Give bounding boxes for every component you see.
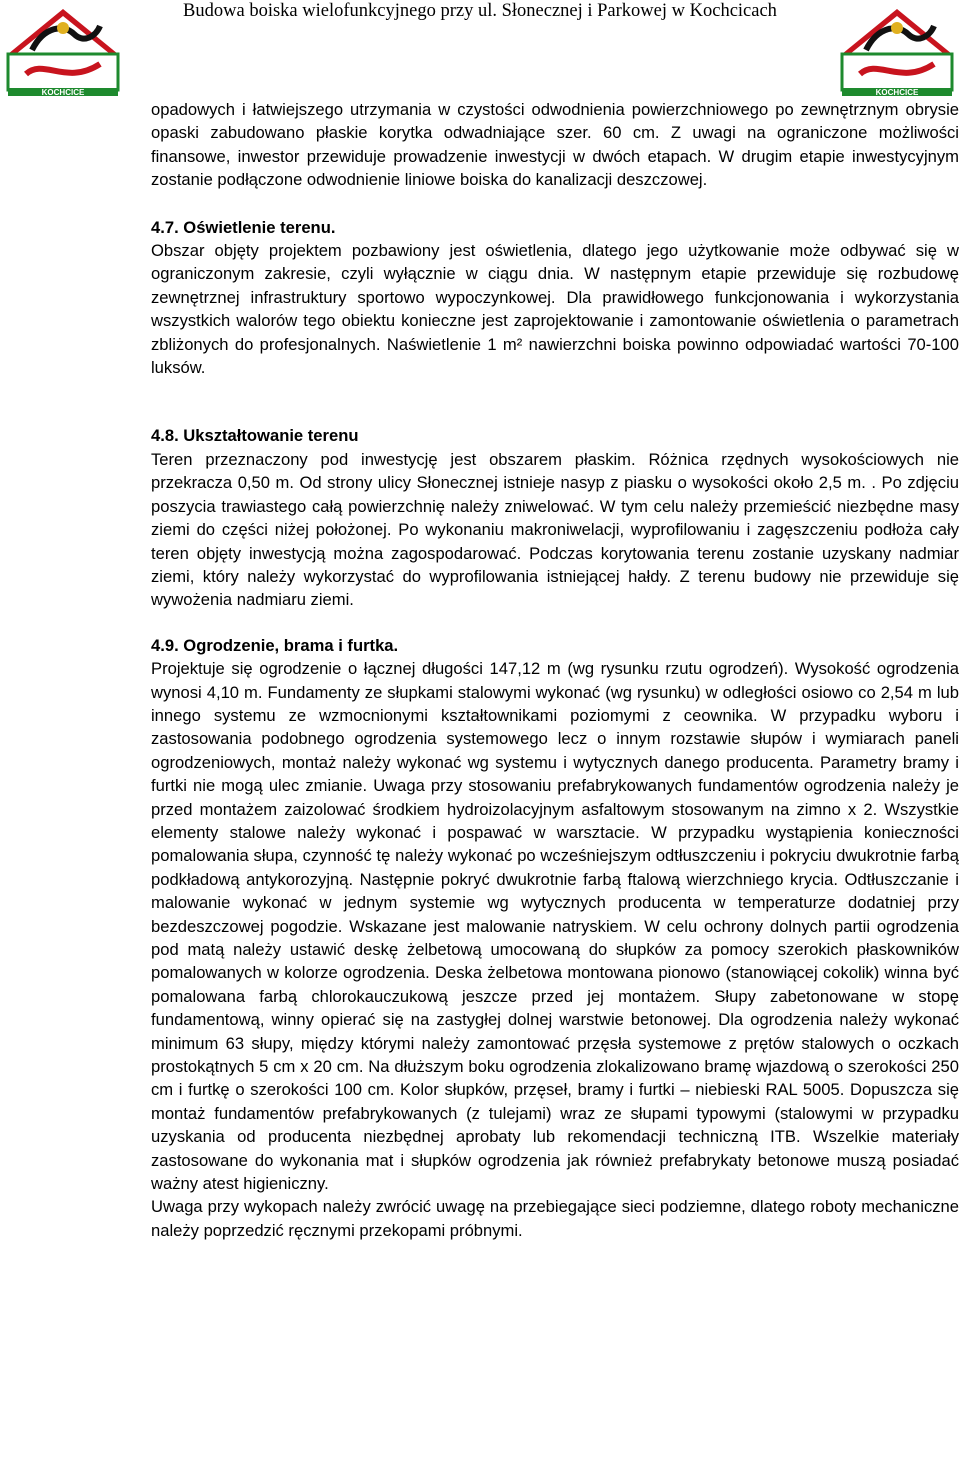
paragraph-4-7: Obszar objęty projektem pozbawiony jest oświetlenia, dlatego jego użytkowanie może odbywać się w ograniczonym zakresie, czyli wyłącznie w ciągu dnia. W następnym etapie przewiduje się rozbudowę zewnętrznej infrastruktury sportowo wypoczynkowej. Dla prawidłowego funkcjonowania i wykorzystania wszystkich walorów tego obiektu konieczne jest zaprojektowanie i zamontowanie oświetlenia o parametrach zbliżonych do profesjonalnych. Naświetlenie 1 m² nawierzchni boiska powinno odpowiadać wartości 70-100 luksów. xyxy=(151,241,959,378)
document-title: Budowa boiska wielofunkcyjnego przy ul. Słonecznej i Parkowej w Kochcicach xyxy=(183,1,777,21)
heading-4-8: 4.8. Ukształtowanie terenu xyxy=(151,426,359,446)
paragraph-4-9: Projektuje się ogrodzenie o łącznej długości 147,12 m (wg rysunku rzutu ogrodzeń). Wysokość ogrodzenia wynosi 4,10 m. Fundamenty ze słupkami stalowymi wykonać (wg rysunku) w odległości osiowo co 2,54 m lub innego systemu ze wzmocnionymi kształtownikami poziomymi z ceownika. W przypadku wyboru i zastosowania podobnego ogrodzenia systemowego lecz o innym rozstawie słupów i wymiarach paneli ogrodzeniowych, montaż należy wykonać wg systemu i wytycznych danego producenta. Parametry bramy i furtki nie mogą ulec zmianie. Uwaga przy stosowaniu prefabrykowanych fundamentów ogrodzenia należy je przed montażem zaizolować środkiem hydroizolacyjnym asfaltowym stosowanym na zimno x 2. Wszystkie elementy stalowe należy wykonać i pospawać w warsztacie. W przypadku wystąpienia konieczności pomalowania słupa, czynność tę należy wykonać po wcześniejszym odtłuszczeniu i pokryciu dwukrotnie farbą podkładową antykorozyjną. Następnie pokryć dwukrotnie farbą ftalową wierzchniego krycia. Odtłuszczanie i malowanie wykonać w jednym systemie wg wytycznych producenta w temperaturze dodatniej przy bezdeszczowej pogodzie. Wskazane jest malowanie natryskiem. W celu ochrony dolnych partii ogrodzenia pod matą należy ustawić deskę żelbetową umocowaną do słupków za pomocy szerokich płaskowników pomalowanych w kolorze ogrodzenia. Deska żelbetowa montowana pionowo (stanowiącej cokolik) winna być pomalowana farbą chlorokauczukową jeszcze przed jej montażem. Słupy zabetonowane w stopę fundamentową, winny opierać się na zastygłej dolnej warstwie betonowej. Dla ogrodzenia należy wykonać minimum 63 słupy, między którymi należy zamontować przęsła systemowe z prętów stalowych o oczkach prostokątnych 5 cm x 20 cm. Na dłuższym boku ogrodzenia zlokalizowano bramę wjazdową o szerokości 250 cm i furtkę o szerokości 100 cm. Kolor słupków, przęseł, bramy i furtki – niebieski RAL 5005. Dopuszcza się montaż fundamentów prefabrykowanych (z tulejami) wraz ze słupami typowymi (stalowymi w przypadku uzyskania od producenta niezbędnej aprobaty lub rekomendacji techniczną ITB. Wszelkie materiały zastosowane do wykonania mat i słupków ogrodzenia jak również prefabrykaty betonowe muszą posiadać ważny atest higieniczny. xyxy=(151,659,959,1194)
paragraph-4-9-note: Uwaga przy wykopach należy zwrócić uwagę na przebiegające sieci podziemne, dlatego roboty mechaniczne należy poprzedzić ręcznymi przekopami próbnymi. xyxy=(151,1197,959,1240)
intro-paragraph: opadowych i łatwiejszego utrzymania w czystości odwodnienia powierzchniowego po zewnętrznym obrysie opaski zabudowano płaskie korytka odwadniające szer. 60 cm. Z uwagi na ograniczone możliwości finansowe, inwestor przewiduje prowadzenie inwestycji w dwóch etapach. W drugim etapie inwestycyjnym zostanie podłączone odwodnienie liniowe boiska do kanalizacji deszczowej. xyxy=(151,100,959,190)
paragraph-4-8: Teren przeznaczony pod inwestycję jest obszarem płaskim. Różnica rzędnych wysokościowych nie przekracza 0,50 m. Od strony ulicy Słonecznej istnieje nasyp z piasku o wysokości około 2,5 m. . Po zdjęciu poszycia trawiastego całą powierzchnię należy zniwelować. W tym celu należy przemieścić niezbędne masy ziemi do części niżej położonej. Po wykonaniu makroniwelacji, wyprofilowaniu i zagęszczeniu podłoża cały teren objęty inwestycją można zagospodarować. Podczas korytowania terenu zostanie uzyskany nadmiar ziemi, który należy wykorzystać do wyprofilowania istniejącej hałdy. Z terenu budowy nie przewiduje się wywożenia nadmiaru ziemi. xyxy=(151,449,959,610)
kochcice-logo-right xyxy=(838,6,956,98)
heading-4-7: 4.7. Oświetlenie terenu. xyxy=(151,217,336,237)
heading-4-9: 4.9. Ogrodzenie, brama i furtka. xyxy=(151,635,399,655)
page-header xyxy=(0,0,960,100)
logo-caption: KOCHCICE xyxy=(41,88,85,97)
document-body xyxy=(151,98,959,1242)
logo-caption-right: KOCHCICE xyxy=(875,88,919,97)
